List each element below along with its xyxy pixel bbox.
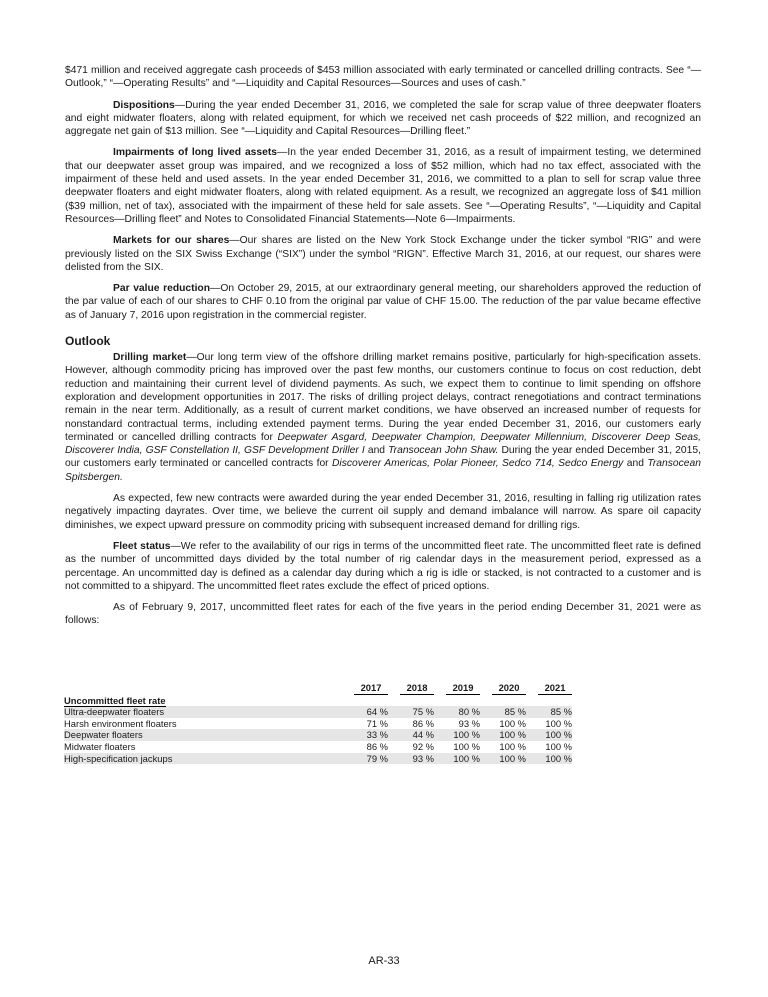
table-header-row — [64, 682, 572, 695]
uncommitted-fleet-rate-table — [64, 682, 572, 764]
paragraph-expected: As expected, few new contracts were awarded during the year ended December 31, 2016, resulting in falling rig utilization rates negatively impacting dayrates. Over time, we believe the current oil supply and demand imbalance will narrow. As spare oil capacity diminishes, we expect upward pressure on commodity pricing with subsequent increased demand for drilling rigs. — [65, 493, 701, 531]
table-row: Deepwater floaters 33 % 44 % 100 % 100 % 100 % — [64, 729, 572, 741]
drilling-market-heading: Drilling market — [113, 352, 187, 364]
paragraph-dispositions: Dispositions—During the year ended December 31, 2016, we completed the sale for scrap value of three deepwater floaters and eight midwater floaters, along with related equipment, for which we received net cash proceeds of $22 million, and recognized an aggregate net gain of $13 million. See “—Liquidity and Capital Resources—Drilling fleet.” — [65, 99, 701, 138]
year-header: 2021 — [526, 682, 572, 695]
table-section-row — [64, 695, 572, 707]
paragraph-as-of: As of February 9, 2017, uncommitted fleet rates for each of the five years in the period ending December 31, 2021 were as follows: — [65, 602, 701, 627]
year-header: 2017 — [342, 682, 388, 695]
table-row: Midwater floaters 86 % 92 % 100 % 100 % 100 % — [64, 740, 572, 752]
paragraph-par-value: Par value reduction—On October 29, 2015, at our extraordinary general meeting, our shareholders approved the reduction of the par value of each of our shares to CHF 0.10 from the original par value of CHF 15.00. The reduction of the par value became effective as of January 7, 2016 upon registration in the commercial register. — [65, 283, 701, 321]
paragraph-markets: Markets for our shares—Our shares are listed on the New York Stock Exchange under the ticker symbol “RIG” and were previously listed on the SIX Swiss Exchange (“SIX”) under the symbol “RIGN”. Effective March 31, 2016, at our request, our shares were delisted from the SIX. — [65, 235, 701, 273]
year-header: 2020 — [480, 682, 526, 695]
paragraph-impairments: Impairments of long lived assets—In the year ended December 31, 2016, as a result of impairment testing, we determined that our deepwater asset group was impaired, and we recognized a loss of $52 million, which had no tax effect, associated with the impairment of these held and used assets. In the year ended December 31, 2016, we committed to a plan to sell for scrap value three deepwater floaters and eight midwater floaters, along with related equipment. As a result, we recognized an aggregate loss of $41 million ($39 million, net of tax), associated with the impairment of these held for sale assets. See “—Operating Results”, “—Liquidity and Capital Resources—Drilling fleet” and Notes to Consolidated Financial Statements—Note 6—Impairments. — [65, 147, 701, 225]
section-title-outlook: Outlook — [65, 334, 111, 349]
table-row: Ultra-deepwater floaters 64 % 75 % 80 % 85 % 85 % — [64, 706, 572, 718]
impairments-heading: Impairments of long lived assets — [113, 147, 278, 159]
year-header: 2018 — [388, 682, 434, 695]
paragraph-fleet-status: Fleet status—We refer to the availability of our rigs in terms of the uncommitted fleet rate. The uncommitted fleet rate is defined as the number of uncommitted days divided by the total number of rig calendar days in the measurement period, expressed as a percentage. An uncommitted day is defined as a calendar day during which a rig is idle or stacked, is not contracted to a customer and is not committed to a shipyard. The uncommitted fleet rates exclude the effect of priced options. — [65, 540, 701, 592]
year-header: 2019 — [434, 682, 480, 695]
page-body — [65, 64, 701, 636]
markets-heading: Markets for our shares — [113, 235, 230, 247]
table-row: Harsh environment floaters 71 % 86 % 93 % 100 % 100 % — [64, 717, 572, 729]
paragraph-intro: $471 million and received aggregate cash proceeds of $453 million associated with early terminated or cancelled drilling contracts. See “—Outlook,” “—Operating Results” and “—Liquidity and Capital Resources—Sources and uses of cash.” — [65, 65, 701, 90]
table-row: High-specification jackups 79 % 93 % 100 % 100 % 100 % — [64, 752, 572, 764]
table-section-label: Uncommitted fleet rate — [64, 694, 166, 706]
fleet-status-heading: Fleet status — [113, 540, 171, 552]
paragraph-drilling-market: Drilling market—Our long term view of the offshore drilling market remains positive, particularly for high-specification assets. However, although commodity pricing has improved over the past few months, our customers continue to focus on cost reduction, debt reduction and maintaining their current level of dividend payments. As such, we expect them to continue to limit spending on offshore exploration and development opportunities in 2017. The risks of drilling project delays, contract renegotiations and contract terminations remain in the near term. Additionally, as a result of current market conditions, we have observed an increased number of requests for nonstandard contractual terms, including extended payment terms. During the year ended December 31, 2016, our customers early terminated or cancelled drilling contracts for Deepwater Asgard, Deepwater Champion, Deepwater Millennium, Discoverer Deep Seas, Discoverer India, GSF Constellation II, GSF Development Driller I and Transocean John Shaw. During the year ended December 31, 2015, our customers early terminated or cancelled contracts for Discoverer Americas, Polar Pioneer, Sedco 714, Sedco Energy and Transocean Spitsbergen. — [65, 352, 702, 483]
dispositions-heading: Dispositions — [113, 99, 175, 111]
par-value-heading: Par value reduction — [113, 283, 211, 295]
page-number: AR-33 — [368, 955, 400, 967]
